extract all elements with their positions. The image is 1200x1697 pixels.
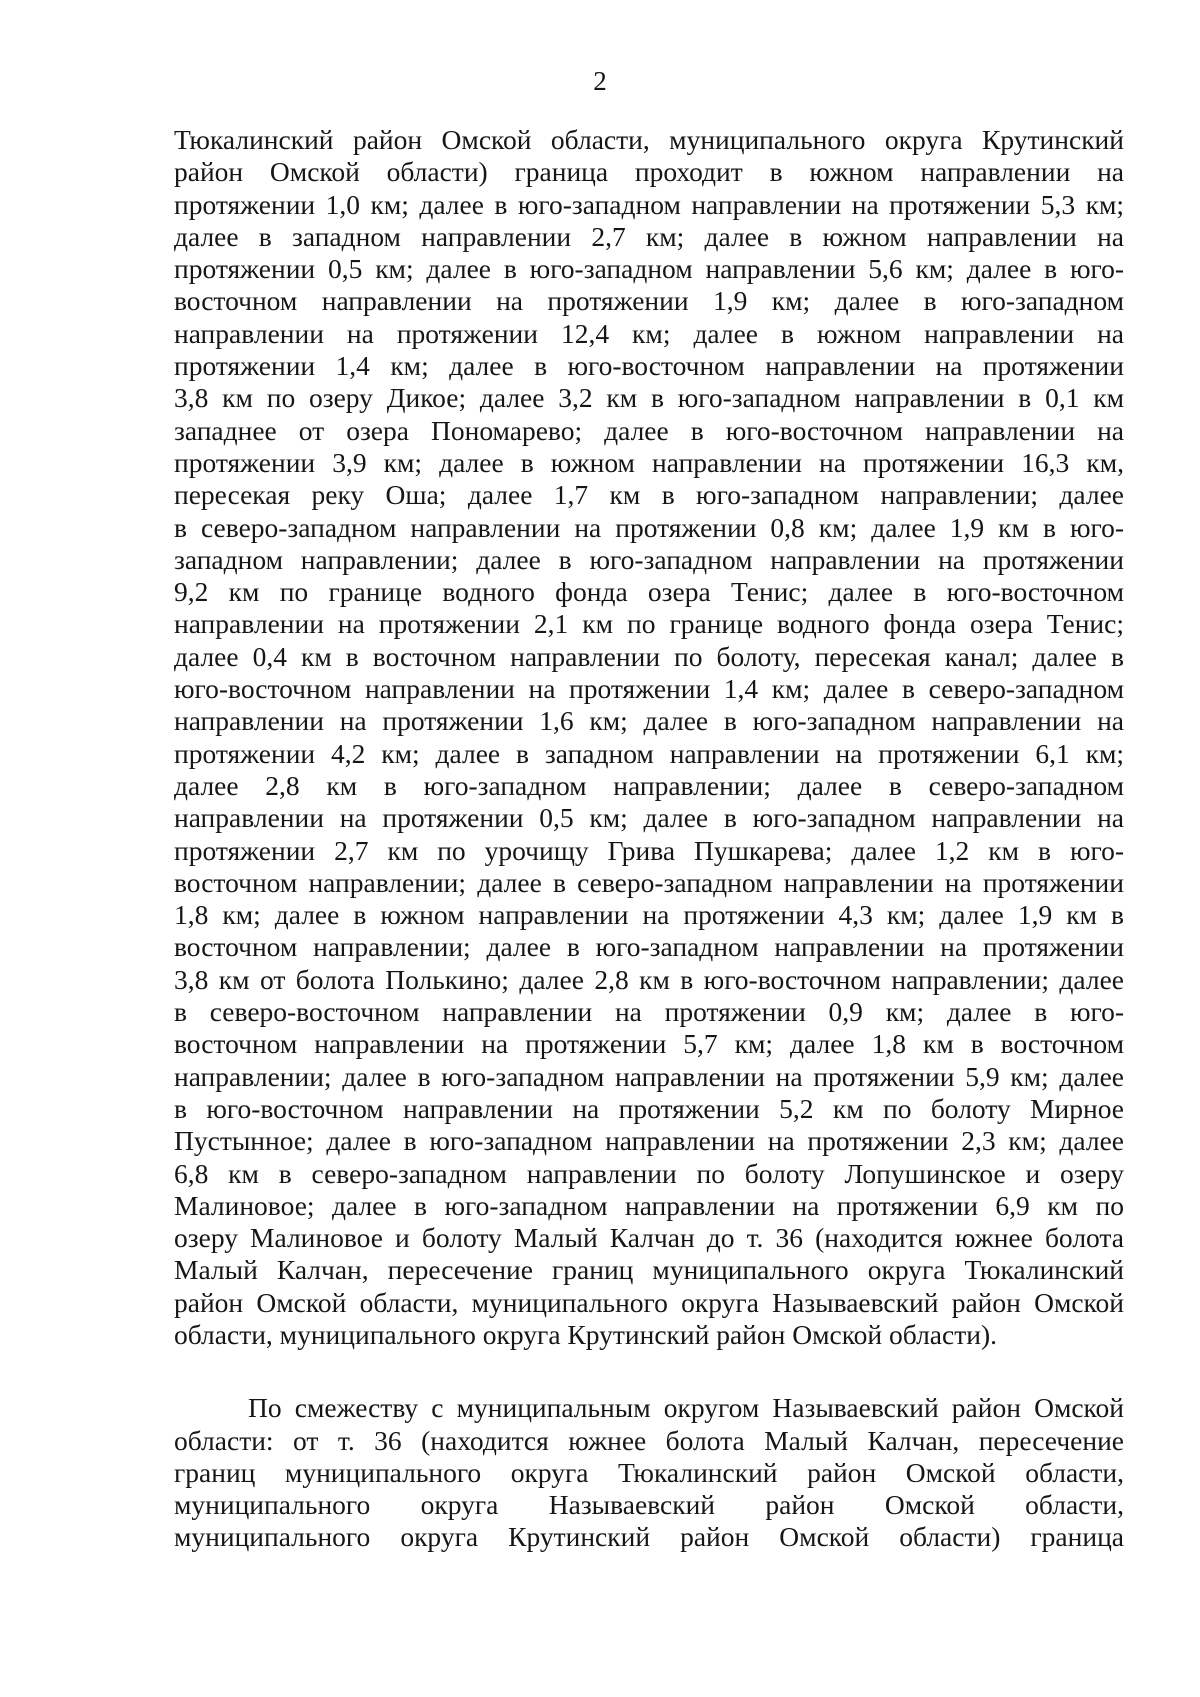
text-line: направлении на протяжении 0,5 км; далее в юго-западном направлении на (174, 802, 1124, 834)
text-line: муниципального округа Крутинский район Омской области) граница (174, 1521, 1124, 1553)
text-line: Малый Калчан, пересечение границ муниципального округа Тюкалинский (174, 1254, 1124, 1286)
text-line: в юго-восточном направлении на протяжении 5,2 км по болоту Мирное (174, 1092, 1124, 1124)
text-line: направлении на протяжении 2,1 км по границе водного фонда озера Тенис; (174, 608, 1124, 640)
text-line: пересекая реку Оша; далее 1,7 км в юго-западном направлении; далее (174, 479, 1124, 511)
text-line: район Омской области, муниципального округа Называевский район Омской (174, 1286, 1124, 1318)
text-line: направлении на протяжении 1,6 км; далее в юго-западном направлении на (174, 705, 1124, 737)
page-number: 2 (593, 66, 607, 96)
text-line: 1,8 км; далее в южном направлении на протяжении 4,3 км; далее 1,9 км в (174, 899, 1124, 931)
text-line: муниципального округа Называевский район Омской области, (174, 1489, 1124, 1521)
text-line: направлении; далее в юго-западном направлении на протяжении 5,9 км; далее (174, 1060, 1124, 1092)
text-line: восточном направлении на протяжении 5,7 км; далее 1,8 км в восточном (174, 1028, 1124, 1060)
text-line: восточном направлении; далее в юго-западном направлении на протяжении (174, 931, 1124, 963)
text-line: западном направлении; далее в юго-западном направлении на протяжении (174, 543, 1124, 575)
text-line: озеру Малиновое и болоту Малый Калчан до т. 36 (находится южнее болота (174, 1222, 1124, 1254)
text-line: юго-восточном направлении на протяжении 1,4 км; далее в северо-западном (174, 673, 1124, 705)
paragraph-adjacency (174, 1392, 1124, 1553)
paragraph-spacer (174, 1351, 1124, 1392)
text-line: район Омской области) граница проходит в южном направлении на (174, 156, 1124, 188)
text-line: далее 2,8 км в юго-западном направлении; далее в северо-западном (174, 769, 1124, 801)
text-line: в северо-восточном направлении на протяжении 0,9 км; далее в юго- (174, 996, 1124, 1028)
paragraph-boundary-description (174, 124, 1124, 1351)
text-line: протяжении 4,2 км; далее в западном направлении на протяжении 6,1 км; (174, 737, 1124, 769)
text-line: направлении на протяжении 12,4 км; далее в южном направлении на (174, 317, 1124, 349)
text-line: 6,8 км в северо-западном направлении по болоту Лопушинское и озеру (174, 1157, 1124, 1189)
text-line: далее в западном направлении 2,7 км; далее в южном направлении на (174, 220, 1124, 252)
text-line: в северо-западном направлении на протяжении 0,8 км; далее 1,9 км в юго- (174, 511, 1124, 543)
text-line: 9,2 км по границе водного фонда озера Тенис; далее в юго-восточном (174, 576, 1124, 608)
text-line: области: от т. 36 (находится южнее болота Малый Калчан, пересечение (174, 1424, 1124, 1456)
text-line: восточном направлении; далее в северо-западном направлении на протяжении (174, 866, 1124, 898)
text-line: протяжении 0,5 км; далее в юго-западном направлении 5,6 км; далее в юго- (174, 253, 1124, 285)
text-line: Малиновое; далее в юго-западном направлении на протяжении 6,9 км по (174, 1189, 1124, 1221)
text-line: Пустынное; далее в юго-западном направлении на протяжении 2,3 км; далее (174, 1125, 1124, 1157)
text-line: 3,8 км по озеру Дикое; далее 3,2 км в юго-западном направлении в 0,1 км (174, 382, 1124, 414)
text-line: области, муниципального округа Крутинский район Омской области). (174, 1318, 997, 1350)
text-line: протяжении 3,9 км; далее в южном направлении на протяжении 16,3 км, (174, 446, 1124, 478)
text-line: протяжении 2,7 км по урочищу Грива Пушкарева; далее 1,2 км в юго- (174, 834, 1124, 866)
text-line: По смежеству с муниципальным округом Называевский район Омской (248, 1392, 1124, 1424)
text-line: далее 0,4 км в восточном направлении по болоту, пересекая канал; далее в (174, 640, 1124, 672)
text-line: Тюкалинский район Омской области, муниципального округа Крутинский (174, 124, 1124, 155)
text-line: западнее от озера Пономарево; далее в юго-восточном направлении на (174, 414, 1124, 446)
text-line: восточном направлении на протяжении 1,9 км; далее в юго-западном (174, 285, 1124, 317)
text-line: протяжении 1,4 км; далее в юго-восточном направлении на протяжении (174, 350, 1124, 382)
document-body (174, 124, 1124, 1554)
text-line: границ муниципального округа Тюкалинский район Омской области, (174, 1456, 1124, 1488)
text-line: протяжении 1,0 км; далее в юго-западном направлении на протяжении 5,3 км; (174, 188, 1124, 220)
text-line: 3,8 км от болота Полькино; далее 2,8 км в юго-восточном направлении; далее (174, 963, 1124, 995)
